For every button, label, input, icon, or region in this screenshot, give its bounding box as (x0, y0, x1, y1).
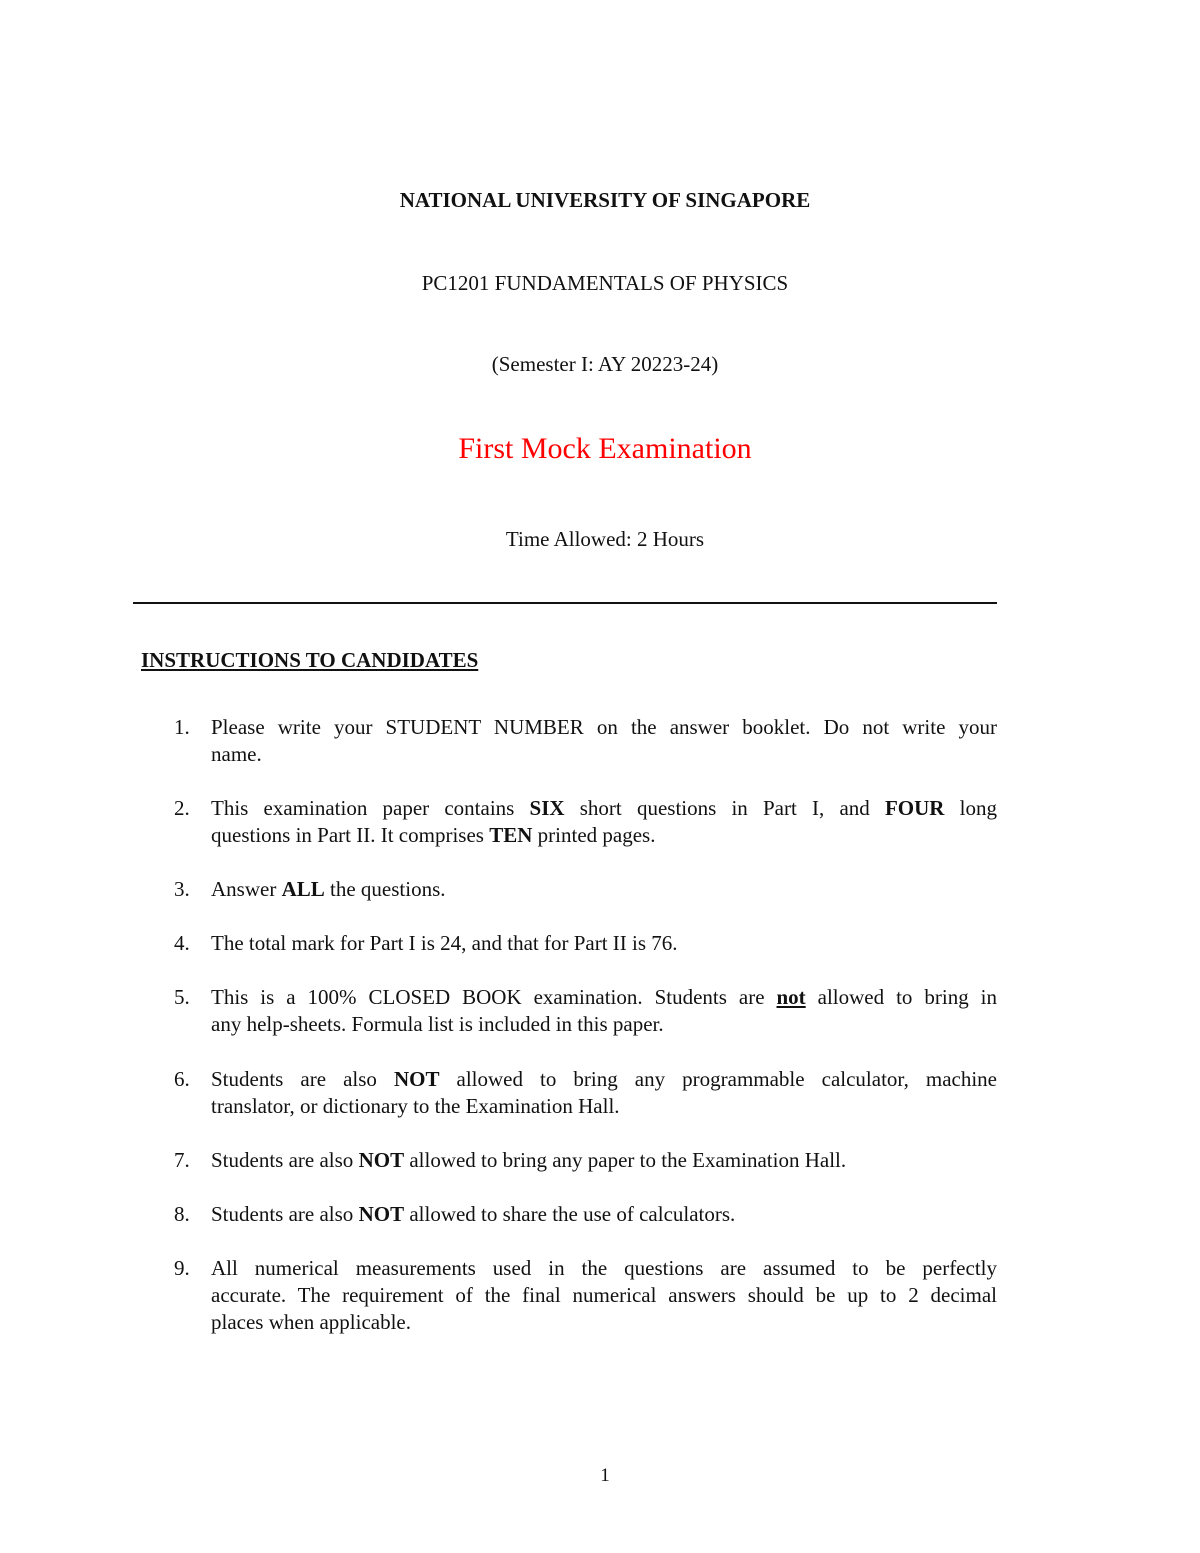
instruction-line (211, 984, 997, 1011)
text-run: questions in Part II. It comprises (211, 823, 490, 847)
emphasis-all: ALL (281, 877, 325, 901)
instruction-text (211, 984, 997, 1038)
instruction-text (211, 1255, 997, 1336)
horizontal-divider (133, 602, 997, 604)
text-run: Students are also (211, 1148, 359, 1172)
instruction-line (211, 1066, 997, 1093)
instruction-text (211, 1066, 997, 1120)
instruction-text (211, 795, 997, 849)
text-run: allowed to share the use of calculators. (404, 1202, 736, 1226)
emphasis-four: FOUR (884, 796, 945, 820)
emphasis-not: NOT (393, 1067, 440, 1091)
text-run: This examination paper contains (211, 796, 530, 820)
course-title: PC1201 FUNDAMENTALS OF PHYSICS (421, 271, 789, 295)
instruction-number: 5. (174, 985, 190, 1009)
instruction-line: places when applicable. (211, 1310, 411, 1334)
instruction-line: accurate. The requirement of the final numerical answers should be up to 2 decimal (211, 1283, 997, 1307)
text-run: This is a 100% CLOSED BOOK examination. Students are (211, 985, 777, 1009)
instruction-text (211, 1201, 997, 1228)
instruction-number: 3. (174, 877, 190, 901)
instruction-text (211, 876, 997, 903)
instruction-line: All numerical measurements used in the questions are assumed to be perfectly (211, 1256, 997, 1280)
instruction-number: 9. (174, 1256, 190, 1280)
text-run: the questions. (324, 877, 446, 901)
instruction-line: Please write your STUDENT NUMBER on the answer booklet. Do not write your (211, 715, 997, 739)
semester-line: (Semester I: AY 20223-24) (491, 352, 719, 376)
text-run: allowed to bring in (805, 985, 997, 1009)
text-run: printed pages. (532, 823, 656, 847)
text-run: Students are also (211, 1202, 359, 1226)
instruction-line (211, 822, 997, 849)
emphasis-not: NOT (358, 1202, 405, 1226)
instruction-number: 6. (174, 1067, 190, 1091)
instruction-text (211, 1147, 997, 1174)
instruction-number: 2. (174, 796, 190, 820)
instruction-line (211, 795, 997, 822)
instruction-text (211, 714, 997, 768)
emphasis-not: NOT (358, 1148, 405, 1172)
emphasis-six: SIX (529, 796, 565, 820)
instruction-line: translator, or dictionary to the Examination Hall. (211, 1094, 620, 1118)
instruction-line: name. (211, 742, 262, 766)
text-run: allowed to bring any paper to the Examination Hall. (404, 1148, 847, 1172)
emphasis-not-underlined: not (776, 985, 806, 1009)
text-run: long (944, 796, 997, 820)
instruction-number: 7. (174, 1148, 190, 1172)
emphasis-ten: TEN (489, 823, 533, 847)
university-name: NATIONAL UNIVERSITY OF SINGAPORE (399, 188, 811, 212)
instruction-number: 1. (174, 715, 190, 739)
instruction-number: 8. (174, 1202, 190, 1226)
instructions-heading: INSTRUCTIONS TO CANDIDATES (141, 648, 479, 672)
text-run: allowed to bring any programmable calculator, machine (439, 1067, 997, 1091)
text-run: short questions in Part I, and (564, 796, 885, 820)
instruction-text: The total mark for Part I is 24, and that for Part II is 76. (211, 931, 678, 955)
time-allowed: Time Allowed: 2 Hours (505, 527, 705, 551)
page-number: 1 (600, 1465, 610, 1486)
instruction-number: 4. (174, 931, 190, 955)
text-run: Students are also (211, 1067, 394, 1091)
instruction-line: any help-sheets. Formula list is included in this paper. (211, 1012, 664, 1036)
text-run: Answer (211, 877, 282, 901)
exam-title: First Mock Examination (458, 432, 752, 465)
